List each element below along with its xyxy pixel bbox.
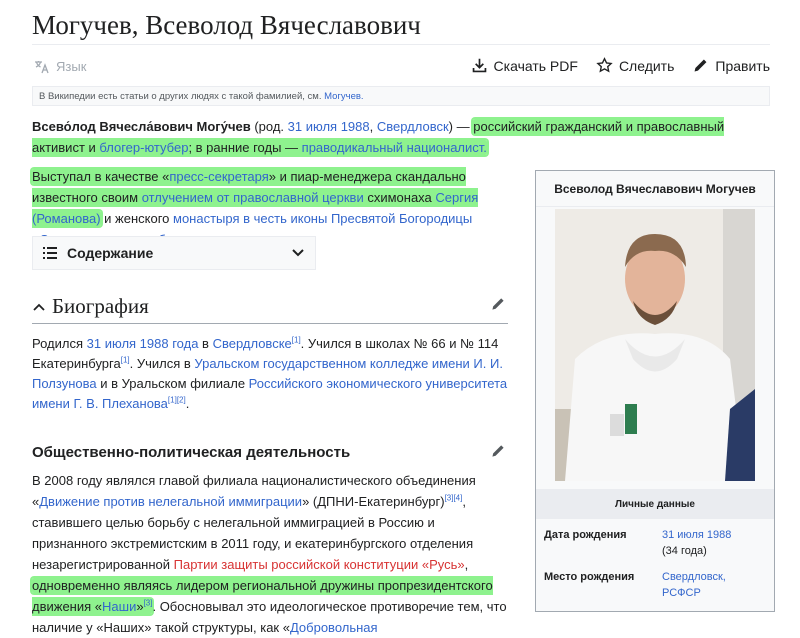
infobox-section-header: Личные данные xyxy=(536,489,774,519)
birthdate-link[interactable]: 31 июля 1988 xyxy=(662,529,732,541)
infobox-row-birthplace xyxy=(536,559,774,601)
birth-date-link[interactable]: 31 июля 1988 xyxy=(287,119,370,134)
portrait-image xyxy=(555,209,755,481)
excommunication-link[interactable]: отлучением от православной церкви xyxy=(141,190,364,205)
language-button[interactable] xyxy=(34,59,86,74)
pol-text: В 2008 году являлся главой филиала националистического объединения « xyxy=(32,473,476,509)
star-icon xyxy=(596,57,613,74)
infobox-value xyxy=(662,527,766,559)
lead-text: , xyxy=(369,119,377,134)
lead-text: ) — xyxy=(448,119,474,134)
reference[interactable]: [3][4] xyxy=(444,493,463,503)
toc-title: Содержание xyxy=(67,245,154,261)
pol-text: » (ДПНИ-Екатеринбург) xyxy=(302,494,445,509)
lead-text: (род. xyxy=(250,119,288,134)
lead-section xyxy=(32,116,772,226)
biography-paragraph xyxy=(32,334,508,414)
politics-paragraph xyxy=(32,470,508,638)
reference[interactable]: [1] xyxy=(291,335,301,345)
lead-paragraph xyxy=(32,116,772,158)
table-of-contents[interactable] xyxy=(32,236,316,270)
infobox-title: Всеволод Вячеславович Могучев xyxy=(536,171,774,207)
reference[interactable]: [1] xyxy=(120,355,130,365)
bio-text: . Учился в xyxy=(129,356,195,371)
nationalist-link[interactable]: праводикальный националист. xyxy=(301,140,487,155)
bio-text: и в Уральском филиале xyxy=(96,376,249,391)
bio-text: . Учился в школах № 66 и № 114 Екатеринбурга xyxy=(32,336,499,371)
hatnote xyxy=(32,86,770,106)
page-toolbar xyxy=(32,44,770,86)
pencil-icon[interactable] xyxy=(490,443,506,459)
pol-text: » xyxy=(136,599,144,614)
watch-label: Следить xyxy=(618,57,675,74)
blogger-link[interactable]: блогер-ютубер xyxy=(99,140,189,155)
sergiy-link[interactable]: Сергия (Романова) xyxy=(32,190,479,226)
edit-page-button[interactable] xyxy=(692,57,770,74)
hatnote-link[interactable]: Могучев. xyxy=(324,91,364,102)
page-title: Могучев, Всеволод Вячеславович xyxy=(32,10,421,40)
pol-text: , ставившего целью борьбу с нелегальной иммиграцией в Россию и признанного экстремистским в 2011 году, и екатеринбургского отделения незарегистрированной xyxy=(32,494,474,572)
birthplace-link[interactable]: Свердловск, РСФСР xyxy=(662,571,726,599)
pencil-icon[interactable] xyxy=(490,296,506,312)
pencil-icon xyxy=(692,57,709,74)
party-redlink[interactable]: Партии защиты российской конституции «Русь» xyxy=(173,557,465,572)
chevron-up-icon[interactable] xyxy=(32,302,46,312)
lead-text: и женского xyxy=(100,211,174,226)
language-label: Язык xyxy=(56,59,87,74)
university-link[interactable]: Российского экономического университета имени Г. В. Плеханова xyxy=(32,376,508,411)
download-pdf-label: Скачать PDF xyxy=(493,57,578,74)
monastery-link[interactable]: монастыря в честь иконы Пресвятой Богородицы xyxy=(173,211,473,226)
pol-text: , xyxy=(464,557,469,572)
infobox-key: Место рождения xyxy=(544,571,635,583)
bio-text: . xyxy=(185,396,190,411)
politics-heading: Общественно-политическая деятельность xyxy=(32,443,351,461)
biography-heading: Биография xyxy=(52,294,149,318)
portrait-photo[interactable] xyxy=(555,209,755,481)
chevron-down-icon[interactable] xyxy=(291,248,305,258)
college-link[interactable]: Уральском государственном колледже имени И. И. Ползунова xyxy=(32,356,503,391)
dpni-link[interactable]: Движение против нелегальной иммиграции xyxy=(39,494,303,509)
infobox-value xyxy=(662,569,766,601)
birth-place-link[interactable]: Свердловск xyxy=(376,119,449,134)
reference[interactable]: [3] xyxy=(143,598,153,608)
nashi-link[interactable]: Наши xyxy=(102,599,137,614)
pol-text: одновременно являясь лидером региональной дружины пропрезидентского движения « xyxy=(32,578,493,614)
lead-text: российский гражданский и православный активист и xyxy=(32,119,725,155)
edit-label: Править xyxy=(715,57,770,74)
infobox-row-birthdate xyxy=(536,519,774,559)
section-heading-politics xyxy=(32,440,508,464)
bio-text: в xyxy=(198,336,213,351)
list-icon xyxy=(43,247,57,259)
section-heading-biography xyxy=(32,290,508,324)
press-secretary-link[interactable]: пресс-секретаря xyxy=(169,169,269,184)
watch-button[interactable] xyxy=(596,57,674,74)
hatnote-text: В Википедии есть статьи о других людях с такой фамилией, см. xyxy=(39,91,325,102)
lead-text: схимонаха xyxy=(363,190,436,205)
translate-icon xyxy=(34,60,50,74)
lead-text: Выступал в качестве « xyxy=(32,169,170,184)
infobox-key: Дата рождения xyxy=(544,529,627,541)
download-icon xyxy=(471,57,488,74)
lead-text: ; в ранние годы — xyxy=(188,140,302,155)
subject-name: Всево́лод Вячесла́вович Могу́чев xyxy=(32,119,251,134)
infobox xyxy=(535,170,775,612)
reference[interactable]: [1][2] xyxy=(167,395,186,405)
birth-year-link[interactable]: 31 июля 1988 года xyxy=(86,336,199,351)
volunteer-link[interactable]: Добровольная xyxy=(289,620,378,635)
bio-text: Родился xyxy=(32,336,87,351)
pol-text: . Обосновывал это идеологическое противоречие тем, что наличие у «Наших» такой структуры, как « xyxy=(32,599,507,635)
sverdlovsk-link[interactable]: Свердловске xyxy=(212,336,292,351)
download-pdf-button[interactable] xyxy=(471,57,578,74)
lead-text: » и пиар-менеджера скандально известного своим xyxy=(32,169,466,205)
age-text: (34 года) xyxy=(662,545,707,557)
